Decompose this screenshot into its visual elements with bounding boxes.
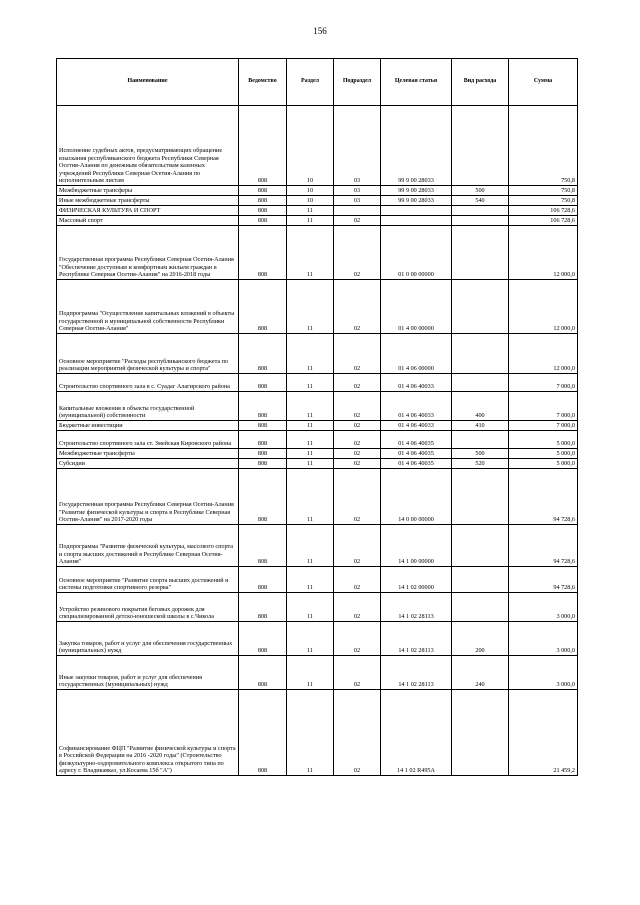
table-row: [57, 593, 578, 622]
row-summa: 106 728,6: [509, 206, 578, 216]
row-razdel: 11: [287, 392, 334, 421]
table-row: [57, 374, 578, 392]
row-razdel: 11: [287, 622, 334, 656]
row-vid-raskhoda: 200: [452, 622, 509, 656]
row-celevaya-statya: 99 9 00 28033: [381, 196, 452, 206]
row-vid-raskhoda: 500: [452, 186, 509, 196]
row-podrazdel: 02: [334, 374, 381, 392]
row-podrazdel: 02: [334, 469, 381, 525]
row-celevaya-statya: [381, 216, 452, 226]
header-celevaya-statya: Целевая статья: [381, 59, 452, 106]
row-vid-raskhoda: 410: [452, 421, 509, 431]
row-vedomstvo: 808: [239, 431, 287, 449]
row-vid-raskhoda: [452, 593, 509, 622]
row-summa: 5 000,0: [509, 449, 578, 459]
row-razdel: 11: [287, 206, 334, 216]
row-vid-raskhoda: [452, 431, 509, 449]
row-celevaya-statya: 14 1 02 00000: [381, 567, 452, 593]
row-razdel: 11: [287, 525, 334, 567]
row-vedomstvo: 808: [239, 567, 287, 593]
row-vedomstvo: 808: [239, 392, 287, 421]
row-podrazdel: 02: [334, 216, 381, 226]
row-celevaya-statya: [381, 206, 452, 216]
row-summa: 12 000,0: [509, 226, 578, 280]
row-vid-raskhoda: [452, 525, 509, 567]
row-name: Иные закупки товаров, работ и услуг для обеспечения государственных (муниципальных) нужд: [57, 656, 239, 690]
row-name: Подпрограмма "Осуществление капитальных вложений в объекты государственной и муниципальной собственности Республики Северная Осетия-Алания": [57, 280, 239, 334]
table-row: [57, 469, 578, 525]
row-razdel: 10: [287, 186, 334, 196]
row-celevaya-statya: 01 0 00 00000: [381, 226, 452, 280]
row-vid-raskhoda: [452, 469, 509, 525]
table-row: [57, 334, 578, 374]
page-number: 156: [313, 26, 327, 36]
row-vid-raskhoda: 400: [452, 392, 509, 421]
row-summa: 94 728,6: [509, 567, 578, 593]
row-name: Межбюджетные трансферы: [57, 186, 239, 196]
row-vid-raskhoda: [452, 106, 509, 186]
table-row: [57, 196, 578, 206]
row-podrazdel: 02: [334, 656, 381, 690]
row-vid-raskhoda: [452, 226, 509, 280]
row-vid-raskhoda: [452, 374, 509, 392]
row-vedomstvo: 808: [239, 459, 287, 469]
row-razdel: 11: [287, 656, 334, 690]
header-vid-raskhoda: Вид расхода: [452, 59, 509, 106]
table-row: [57, 656, 578, 690]
row-name: Строительство спортивного зала ст. Змейская Кировского района: [57, 431, 239, 449]
table-row: [57, 525, 578, 567]
row-summa: 12 000,0: [509, 334, 578, 374]
row-podrazdel: 02: [334, 622, 381, 656]
row-razdel: 11: [287, 459, 334, 469]
row-razdel: 11: [287, 421, 334, 431]
row-celevaya-statya: 14 1 02 28113: [381, 593, 452, 622]
header-summa: Сумма: [509, 59, 578, 106]
row-podrazdel: 02: [334, 431, 381, 449]
row-celevaya-statya: 01 4 06 00000: [381, 334, 452, 374]
row-vedomstvo: 808: [239, 622, 287, 656]
row-vid-raskhoda: [452, 567, 509, 593]
row-vedomstvo: 808: [239, 280, 287, 334]
row-podrazdel: 02: [334, 593, 381, 622]
row-vedomstvo: 808: [239, 186, 287, 196]
row-summa: 5 000,0: [509, 431, 578, 449]
row-vid-raskhoda: [452, 690, 509, 776]
row-summa: 94 728,6: [509, 469, 578, 525]
row-summa: 94 728,6: [509, 525, 578, 567]
row-podrazdel: 02: [334, 334, 381, 374]
row-celevaya-statya: 01 4 00 00000: [381, 280, 452, 334]
row-vid-raskhoda: [452, 280, 509, 334]
table-row: [57, 421, 578, 431]
row-podrazdel: 03: [334, 106, 381, 186]
row-summa: 12 000,0: [509, 280, 578, 334]
row-razdel: 10: [287, 196, 334, 206]
row-celevaya-statya: 01 4 06 40035: [381, 459, 452, 469]
row-name: Закупка товаров, работ и услуг для обеспечения государственных (муниципальных) нужд: [57, 622, 239, 656]
header-name: Наименование: [57, 59, 239, 106]
row-name: Основное мероприятие "Расходы республиканского бюджета по реализации мероприятий физической культуры и спорта": [57, 334, 239, 374]
table-row: [57, 690, 578, 776]
row-name: Иные межбюджетные трансферты: [57, 196, 239, 206]
row-vedomstvo: 808: [239, 421, 287, 431]
budget-table: [56, 58, 578, 776]
row-vedomstvo: 808: [239, 206, 287, 216]
row-vedomstvo: 808: [239, 196, 287, 206]
row-razdel: 11: [287, 374, 334, 392]
row-vedomstvo: 808: [239, 469, 287, 525]
row-vid-raskhoda: 500: [452, 449, 509, 459]
row-celevaya-statya: 01 4 06 40033: [381, 392, 452, 421]
row-celevaya-statya: 01 4 06 40033: [381, 421, 452, 431]
row-summa: 750,8: [509, 186, 578, 196]
row-razdel: 10: [287, 106, 334, 186]
row-razdel: 11: [287, 280, 334, 334]
row-summa: 7 000,0: [509, 421, 578, 431]
row-vid-raskhoda: [452, 334, 509, 374]
row-razdel: 11: [287, 431, 334, 449]
row-summa: 3 000,0: [509, 656, 578, 690]
table-row: [57, 567, 578, 593]
row-celevaya-statya: 01 4 06 40033: [381, 374, 452, 392]
row-podrazdel: 02: [334, 525, 381, 567]
row-vid-raskhoda: [452, 206, 509, 216]
row-celevaya-statya: 14 1 00 00000: [381, 525, 452, 567]
row-summa: 5 000,0: [509, 459, 578, 469]
row-vedomstvo: 808: [239, 334, 287, 374]
row-name: Капитальные вложения в объекты государственной (муниципальной) собственности: [57, 392, 239, 421]
row-celevaya-statya: 01 4 06 40035: [381, 449, 452, 459]
table-row: [57, 392, 578, 421]
row-celevaya-statya: 14 1 02 R495A: [381, 690, 452, 776]
row-summa: 7 000,0: [509, 392, 578, 421]
row-name: Субсидии: [57, 459, 239, 469]
row-name: Массовый спорт: [57, 216, 239, 226]
row-celevaya-statya: 14 0 00 00000: [381, 469, 452, 525]
row-vedomstvo: 808: [239, 106, 287, 186]
row-name: Устройство резинового покрытия беговых дорожек для специализированной детско-юношеской школы в с.Чикола: [57, 593, 239, 622]
header-razdel: Раздел: [287, 59, 334, 106]
header-podrazdel: Подраздел: [334, 59, 381, 106]
row-vedomstvo: 808: [239, 593, 287, 622]
header-vedomstvo: Ведомство: [239, 59, 287, 106]
row-summa: 7 000,0: [509, 374, 578, 392]
row-name: Исполнение судебных актов, предусматривающих обращение взыскания республиканского бюджета Республики Северная Осетия-Алания по денежным обязательствам казенных учреждений Республики Северная Осетия-Алания по исполнительным листам: [57, 106, 239, 186]
row-podrazdel: 03: [334, 196, 381, 206]
row-vedomstvo: 808: [239, 690, 287, 776]
row-name: Бюджетные инвестиции: [57, 421, 239, 431]
row-summa: 3 000,0: [509, 593, 578, 622]
row-podrazdel: 02: [334, 392, 381, 421]
table-row: [57, 206, 578, 216]
row-podrazdel: 03: [334, 186, 381, 196]
row-vedomstvo: 808: [239, 226, 287, 280]
row-name: Подпрограмма "Развитие физической культуры, массового спорта и спорта высших достижений в Республике Северная Осетия-Алания": [57, 525, 239, 567]
row-celevaya-statya: 99 9 00 28033: [381, 186, 452, 196]
row-razdel: 11: [287, 469, 334, 525]
row-podrazdel: 02: [334, 280, 381, 334]
row-vedomstvo: 808: [239, 374, 287, 392]
row-vedomstvo: 808: [239, 216, 287, 226]
row-summa: 750,8: [509, 196, 578, 206]
row-name: Межбюджетные трансферты: [57, 449, 239, 459]
row-summa: 750,8: [509, 106, 578, 186]
row-podrazdel: 02: [334, 449, 381, 459]
table-row: [57, 459, 578, 469]
row-razdel: 11: [287, 567, 334, 593]
row-name: Строительство спортивного зала в с. Суадаг Алагирского района: [57, 374, 239, 392]
row-name: Государственная программа Республики Северная Осетия-Алания "Развитие физической культуры и спорта в Республике Северная Осетия-Алания" на 2017-2020 годы: [57, 469, 239, 525]
table-row: [57, 449, 578, 459]
row-name: ФИЗИЧЕСКАЯ КУЛЬТУРА И СПОРТ: [57, 206, 239, 216]
row-razdel: 11: [287, 226, 334, 280]
row-summa: 106 728,6: [509, 216, 578, 226]
row-razdel: 11: [287, 593, 334, 622]
row-vid-raskhoda: 240: [452, 656, 509, 690]
table-row: [57, 226, 578, 280]
table-row: [57, 622, 578, 656]
row-vid-raskhoda: 520: [452, 459, 509, 469]
row-summa: 21 459,2: [509, 690, 578, 776]
row-razdel: 11: [287, 334, 334, 374]
table-row: [57, 280, 578, 334]
table-header-row: [57, 59, 578, 106]
row-podrazdel: 02: [334, 690, 381, 776]
row-celevaya-statya: 01 4 06 40035: [381, 431, 452, 449]
row-vedomstvo: 808: [239, 656, 287, 690]
row-podrazdel: [334, 206, 381, 216]
row-razdel: 11: [287, 449, 334, 459]
row-name: Софинансирование ФЦП "Развитие физической культуры и спорта в Российской Федерации на 2016 -2020 годы" (Строительство физкультурно-оздоровительного комплекса открытого типа по адресу г. Владикавказ, ул.Косаева 15б "А"): [57, 690, 239, 776]
table-row: [57, 216, 578, 226]
row-podrazdel: 02: [334, 226, 381, 280]
row-name: Основное мероприятие "Развитие спорта высших достижений и системы подготовки спортивного резерва": [57, 567, 239, 593]
table-row: [57, 186, 578, 196]
row-podrazdel: 02: [334, 459, 381, 469]
row-podrazdel: 02: [334, 421, 381, 431]
row-name: Государственная программа Республики Северная Осетия-Алания "Обеспечение доступным и комфортным жильем граждан в Республике Северная Осетия-Алания" на 2016-2018 годы: [57, 226, 239, 280]
row-vedomstvo: 808: [239, 525, 287, 567]
row-razdel: 11: [287, 216, 334, 226]
row-vid-raskhoda: 540: [452, 196, 509, 206]
row-vedomstvo: 808: [239, 449, 287, 459]
row-celevaya-statya: 14 1 02 28113: [381, 656, 452, 690]
table-row: [57, 106, 578, 186]
table-row: [57, 431, 578, 449]
row-podrazdel: 02: [334, 567, 381, 593]
row-razdel: 11: [287, 690, 334, 776]
row-vid-raskhoda: [452, 216, 509, 226]
row-celevaya-statya: 14 1 02 28113: [381, 622, 452, 656]
row-celevaya-statya: 99 9 00 28033: [381, 106, 452, 186]
row-summa: 3 000,0: [509, 622, 578, 656]
